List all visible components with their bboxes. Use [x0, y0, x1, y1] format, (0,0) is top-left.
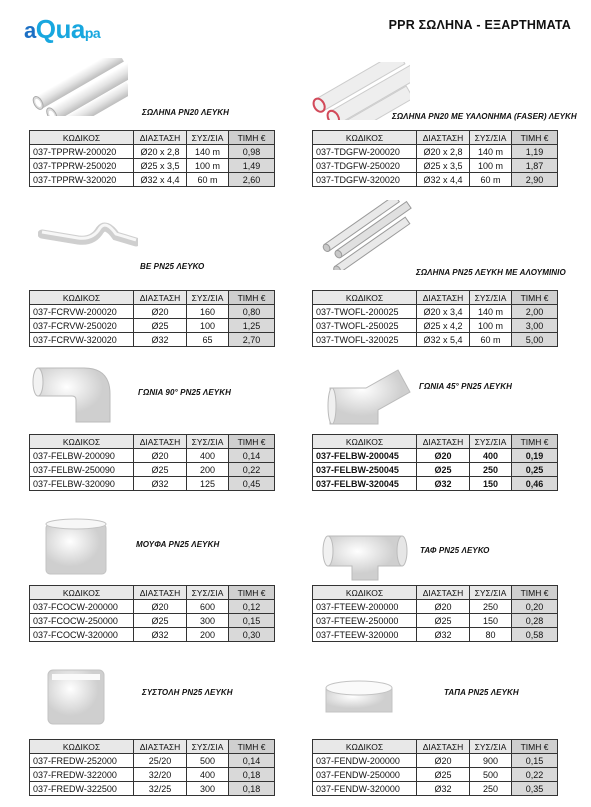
column-header-package: ΣΥΣ/ΣΙΑ	[470, 435, 512, 449]
table-header-row	[30, 586, 275, 600]
column-header-price: ΤΙΜΗ €	[229, 740, 275, 754]
column-header-price: ΤΙΜΗ €	[512, 131, 558, 145]
page-title: PPR ΣΩΛΗΝΑ - ΕΞΑΡΤΗΜΑΤΑ	[388, 18, 571, 32]
column-header-code: ΚΩΔΙΚΟΣ	[30, 291, 134, 305]
dimension-cell: Ø25 x 3,5	[134, 159, 187, 173]
dimension-cell: 32/25	[134, 782, 187, 796]
package-cell: 300	[187, 782, 229, 796]
price-cell: 0,46	[512, 477, 558, 491]
package-cell: 600	[187, 600, 229, 614]
table-row	[30, 628, 275, 642]
column-header-code: ΚΩΔΙΚΟΣ	[313, 740, 417, 754]
product-code-cell: 037-FCRVW-320020	[30, 333, 134, 347]
price-cell: 0,22	[229, 463, 275, 477]
product-code-cell: 037-FCRVW-200020	[30, 305, 134, 319]
dimension-cell: Ø32	[417, 477, 470, 491]
dimension-cell: Ø20 x 2,8	[417, 145, 470, 159]
product-title: ΣΩΛΗΝΑ PN20 ΛΕΥΚΗ	[142, 108, 230, 117]
table-row	[30, 614, 275, 628]
product-code-cell: 037-FELBW-250090	[30, 463, 134, 477]
pipe-pn20-image	[28, 58, 128, 116]
price-cell: 2,00	[512, 305, 558, 319]
package-cell: 60 m	[470, 333, 512, 347]
column-header-dimension: ΔΙΑΣΤΑΣΗ	[417, 131, 470, 145]
reducer-image	[42, 664, 112, 728]
product-code-cell: 037-FREDW-322500	[30, 782, 134, 796]
dimension-cell: Ø25	[134, 463, 187, 477]
package-cell: 100 m	[187, 159, 229, 173]
table-row	[30, 782, 275, 796]
column-header-dimension: ΔΙΑΣΤΑΣΗ	[417, 740, 470, 754]
package-cell: 80	[470, 628, 512, 642]
table-header-row	[30, 291, 275, 305]
product-code-cell: 037-TWOFL-200025	[313, 305, 417, 319]
price-cell: 0,98	[229, 145, 275, 159]
elbow-90-image	[32, 360, 118, 426]
dimension-cell: Ø20 x 2,8	[134, 145, 187, 159]
dimension-cell: Ø20 x 3,4	[417, 305, 470, 319]
price-table	[312, 130, 558, 187]
dimension-cell: Ø32	[417, 782, 470, 796]
package-cell: 500	[470, 768, 512, 782]
column-header-price: ΤΙΜΗ €	[512, 435, 558, 449]
price-table	[29, 585, 275, 642]
column-header-package: ΣΥΣ/ΣΙΑ	[470, 131, 512, 145]
price-cell: 0,12	[229, 600, 275, 614]
price-cell: 0,80	[229, 305, 275, 319]
product-title: ΓΩΝΙΑ 45° PN25 ΛΕΥΚΗ	[419, 382, 512, 391]
product-title: ΣΩΛΗΝΑ PN25 ΛΕΥΚΗ ΜΕ ΑΛΟΥΜΙΝΙΟ	[416, 268, 566, 277]
table-row	[30, 173, 275, 187]
column-header-price: ΤΙΜΗ €	[512, 586, 558, 600]
package-cell: 140 m	[470, 145, 512, 159]
table-row	[313, 333, 558, 347]
package-cell: 250	[470, 600, 512, 614]
dimension-cell: 32/20	[134, 768, 187, 782]
dimension-cell: Ø25	[417, 614, 470, 628]
product-code-cell: 037-FTEEW-250000	[313, 614, 417, 628]
column-header-package: ΣΥΣ/ΣΙΑ	[470, 586, 512, 600]
package-cell: 150	[470, 614, 512, 628]
table-row	[313, 782, 558, 796]
column-header-package: ΣΥΣ/ΣΙΑ	[187, 131, 229, 145]
column-header-dimension: ΔΙΑΣΤΑΣΗ	[417, 291, 470, 305]
package-cell: 140 m	[470, 305, 512, 319]
column-header-price: ΤΙΜΗ €	[229, 291, 275, 305]
dimension-cell: Ø25	[134, 614, 187, 628]
table-row	[30, 305, 275, 319]
table-header-row	[30, 740, 275, 754]
column-header-code: ΚΩΔΙΚΟΣ	[313, 586, 417, 600]
package-cell: 60 m	[470, 173, 512, 187]
table-header-row	[313, 586, 558, 600]
column-header-price: ΤΙΜΗ €	[229, 131, 275, 145]
package-cell: 250	[470, 463, 512, 477]
table-header-row	[30, 131, 275, 145]
column-header-dimension: ΔΙΑΣΤΑΣΗ	[134, 131, 187, 145]
price-cell: 0,45	[229, 477, 275, 491]
table-row	[30, 768, 275, 782]
dimension-cell: 25/20	[134, 754, 187, 768]
price-cell: 0,20	[512, 600, 558, 614]
pipe-bend-image	[38, 218, 138, 258]
table-row	[313, 614, 558, 628]
dimension-cell: Ø25 x 4,2	[417, 319, 470, 333]
dimension-cell: Ø25	[417, 463, 470, 477]
table-row	[313, 305, 558, 319]
price-table	[29, 434, 275, 491]
table-header-row	[313, 435, 558, 449]
column-header-dimension: ΔΙΑΣΤΑΣΗ	[134, 435, 187, 449]
price-cell: 0,14	[229, 754, 275, 768]
column-header-code: ΚΩΔΙΚΟΣ	[313, 435, 417, 449]
dimension-cell: Ø32	[134, 628, 187, 642]
dimension-cell: Ø20	[134, 600, 187, 614]
dimension-cell: Ø32	[417, 628, 470, 642]
column-header-package: ΣΥΣ/ΣΙΑ	[187, 435, 229, 449]
table-row	[313, 173, 558, 187]
product-code-cell: 037-FREDW-322000	[30, 768, 134, 782]
table-row	[30, 319, 275, 333]
dimension-cell: Ø20	[417, 449, 470, 463]
table-row	[30, 449, 275, 463]
price-cell: 0,19	[512, 449, 558, 463]
price-table	[312, 290, 558, 347]
table-row	[313, 754, 558, 768]
package-cell: 125	[187, 477, 229, 491]
package-cell: 160	[187, 305, 229, 319]
dimension-cell: Ø20	[134, 449, 187, 463]
price-cell: 2,60	[229, 173, 275, 187]
dimension-cell: Ø25	[417, 768, 470, 782]
price-cell: 0,25	[512, 463, 558, 477]
product-title: ΓΩΝΙΑ 90° PN25 ΛΕΥΚΗ	[138, 388, 231, 397]
package-cell: 150	[470, 477, 512, 491]
package-cell: 900	[470, 754, 512, 768]
column-header-code: ΚΩΔΙΚΟΣ	[313, 291, 417, 305]
price-cell: 2,70	[229, 333, 275, 347]
end-cap-image	[322, 676, 396, 716]
column-header-code: ΚΩΔΙΚΟΣ	[30, 586, 134, 600]
column-header-code: ΚΩΔΙΚΟΣ	[30, 740, 134, 754]
product-code-cell: 037-FENDW-250000	[313, 768, 417, 782]
price-cell: 0,15	[512, 754, 558, 768]
column-header-package: ΣΥΣ/ΣΙΑ	[470, 291, 512, 305]
price-cell: 5,00	[512, 333, 558, 347]
package-cell: 200	[187, 463, 229, 477]
column-header-price: ΤΙΜΗ €	[229, 586, 275, 600]
price-cell: 3,00	[512, 319, 558, 333]
dimension-cell: Ø25	[134, 319, 187, 333]
product-code-cell: 037-FCRVW-250020	[30, 319, 134, 333]
product-title: ΤΑΠΑ PN25 ΛΕΥΚΗ	[444, 688, 519, 697]
dimension-cell: Ø32	[134, 477, 187, 491]
product-code-cell: 037-FELBW-320090	[30, 477, 134, 491]
dimension-cell: Ø20	[417, 600, 470, 614]
price-cell: 1,19	[512, 145, 558, 159]
table-row	[313, 628, 558, 642]
product-title: ΣΩΛΗΝΑ PN20 ΜΕ ΥΑΛΟΝΗΜΑ (FASER) ΛΕΥΚΗ	[392, 112, 577, 121]
price-table	[312, 585, 558, 642]
package-cell: 200	[187, 628, 229, 642]
price-cell: 1,87	[512, 159, 558, 173]
product-code-cell: 037-FELBW-200090	[30, 449, 134, 463]
package-cell: 100 m	[470, 159, 512, 173]
dimension-cell: Ø25 x 3,5	[417, 159, 470, 173]
column-header-code: ΚΩΔΙΚΟΣ	[30, 435, 134, 449]
package-cell: 100 m	[470, 319, 512, 333]
price-table	[29, 130, 275, 187]
package-cell: 400	[187, 449, 229, 463]
column-header-code: ΚΩΔΙΚΟΣ	[313, 131, 417, 145]
column-header-package: ΣΥΣ/ΣΙΑ	[470, 740, 512, 754]
column-header-price: ΤΙΜΗ €	[229, 435, 275, 449]
table-row	[313, 319, 558, 333]
table-row	[30, 754, 275, 768]
column-header-package: ΣΥΣ/ΣΙΑ	[187, 740, 229, 754]
column-header-dimension: ΔΙΑΣΤΑΣΗ	[134, 586, 187, 600]
product-code-cell: 037-FENDW-200000	[313, 754, 417, 768]
price-table	[312, 434, 558, 491]
brand-logo: aQuapa	[24, 14, 101, 44]
column-header-dimension: ΔΙΑΣΤΑΣΗ	[134, 740, 187, 754]
dimension-cell: Ø32 x 5,4	[417, 333, 470, 347]
package-cell: 400	[470, 449, 512, 463]
table-row	[30, 159, 275, 173]
dimension-cell: Ø32 x 4,4	[417, 173, 470, 187]
column-header-price: ΤΙΜΗ €	[512, 291, 558, 305]
product-code-cell: 037-TDGFW-320020	[313, 173, 417, 187]
coupling-image	[40, 516, 112, 582]
column-header-dimension: ΔΙΑΣΤΑΣΗ	[417, 435, 470, 449]
table-row	[313, 477, 558, 491]
package-cell: 140 m	[187, 145, 229, 159]
product-title: ΜΟΥΦΑ PN25 ΛΕΥΚΗ	[136, 540, 220, 549]
table-row	[313, 463, 558, 477]
product-code-cell: 037-FCOCW-200000	[30, 600, 134, 614]
price-cell: 0,14	[229, 449, 275, 463]
price-cell: 0,18	[229, 768, 275, 782]
column-header-package: ΣΥΣ/ΣΙΑ	[187, 291, 229, 305]
table-row	[313, 449, 558, 463]
price-table	[312, 739, 558, 796]
price-table	[29, 739, 275, 796]
package-cell: 100	[187, 319, 229, 333]
package-cell: 300	[187, 614, 229, 628]
price-cell: 0,15	[229, 614, 275, 628]
table-row	[313, 145, 558, 159]
product-code-cell: 037-FCOCW-250000	[30, 614, 134, 628]
product-code-cell: 037-FELBW-320045	[313, 477, 417, 491]
product-title: ΤΑΦ PN25 ΛΕΥΚΟ	[420, 546, 490, 555]
table-header-row	[313, 740, 558, 754]
table-row	[313, 159, 558, 173]
table-header-row	[30, 435, 275, 449]
column-header-dimension: ΔΙΑΣΤΑΣΗ	[134, 291, 187, 305]
product-code-cell: 037-TPPRW-250020	[30, 159, 134, 173]
table-row	[30, 463, 275, 477]
package-cell: 500	[187, 754, 229, 768]
table-row	[313, 600, 558, 614]
product-code-cell: 037-TDGFW-200020	[313, 145, 417, 159]
table-row	[313, 768, 558, 782]
package-cell: 60 m	[187, 173, 229, 187]
product-code-cell: 037-FTEEW-320000	[313, 628, 417, 642]
dimension-cell: Ø32 x 4,4	[134, 173, 187, 187]
product-code-cell: 037-FENDW-320000	[313, 782, 417, 796]
price-cell: 0,35	[512, 782, 558, 796]
product-code-cell: 037-TPPRW-200020	[30, 145, 134, 159]
product-code-cell: 037-TDGFW-250020	[313, 159, 417, 173]
table-row	[30, 477, 275, 491]
package-cell: 400	[187, 768, 229, 782]
price-cell: 0,18	[229, 782, 275, 796]
product-code-cell: 037-TWOFL-250025	[313, 319, 417, 333]
dimension-cell: Ø20	[134, 305, 187, 319]
column-header-package: ΣΥΣ/ΣΙΑ	[187, 586, 229, 600]
product-code-cell: 037-FELBW-200045	[313, 449, 417, 463]
pipe-aluminium-image	[316, 200, 412, 270]
dimension-cell: Ø20	[417, 754, 470, 768]
table-header-row	[313, 291, 558, 305]
elbow-45-image	[326, 366, 412, 432]
dimension-cell: Ø32	[134, 333, 187, 347]
price-cell: 0,28	[512, 614, 558, 628]
column-header-price: ΤΙΜΗ €	[512, 740, 558, 754]
product-code-cell: 037-FELBW-250045	[313, 463, 417, 477]
table-row	[30, 145, 275, 159]
price-cell: 1,25	[229, 319, 275, 333]
column-header-dimension: ΔΙΑΣΤΑΣΗ	[417, 586, 470, 600]
product-code-cell: 037-FCOCW-320000	[30, 628, 134, 642]
product-title: ΣΥΣΤΟΛΗ PN25 ΛΕΥΚΗ	[142, 688, 233, 697]
table-row	[30, 600, 275, 614]
package-cell: 250	[470, 782, 512, 796]
price-cell: 0,30	[229, 628, 275, 642]
product-code-cell: 037-FREDW-252000	[30, 754, 134, 768]
product-title: ΒΕ PN25 ΛΕΥΚΟ	[140, 262, 205, 271]
column-header-code: ΚΩΔΙΚΟΣ	[30, 131, 134, 145]
price-cell: 2,90	[512, 173, 558, 187]
table-row	[30, 333, 275, 347]
price-cell: 0,58	[512, 628, 558, 642]
price-cell: 0,22	[512, 768, 558, 782]
product-code-cell: 037-FTEEW-200000	[313, 600, 417, 614]
package-cell: 65	[187, 333, 229, 347]
table-header-row	[313, 131, 558, 145]
product-code-cell: 037-TPPRW-320020	[30, 173, 134, 187]
product-code-cell: 037-TWOFL-320025	[313, 333, 417, 347]
tee-image	[322, 520, 408, 582]
price-cell: 1,49	[229, 159, 275, 173]
price-table	[29, 290, 275, 347]
